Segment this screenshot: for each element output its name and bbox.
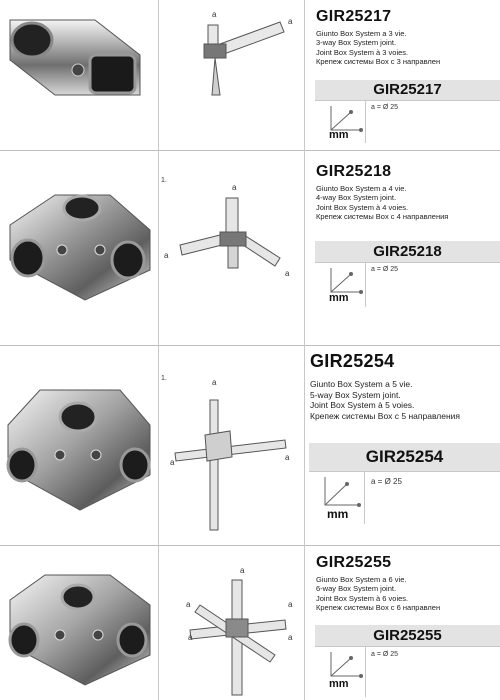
- product-description: [316, 184, 448, 222]
- unit-label: mm: [327, 507, 349, 521]
- desc-en: 4-way Box System joint.: [316, 193, 397, 203]
- technical-drawing-4way: [160, 150, 300, 345]
- desc-fr: Joint Box System à 6 voies.: [316, 593, 409, 603]
- dimension-label: a: [212, 10, 217, 19]
- technical-drawing-5way: [160, 345, 300, 545]
- product-description: [316, 29, 440, 67]
- desc-ru: Крепеж системы Box с 4 направления: [316, 212, 449, 222]
- dimension-label: a: [232, 183, 237, 192]
- desc-fr: Joint Box System à 5 voies.: [310, 400, 415, 411]
- unit-label: mm: [329, 678, 349, 690]
- desc-it: Giunto Box System a 4 vie.: [316, 184, 407, 193]
- product-description: [310, 379, 460, 422]
- product-photo-5way: [0, 345, 158, 545]
- desc-fr: Joint Box System à 4 voies.: [316, 202, 409, 212]
- footnote-marker: 1.: [161, 375, 167, 382]
- product-info: [311, 545, 500, 700]
- technical-drawing-3way: [160, 0, 300, 150]
- product-row-gir25255: [0, 545, 500, 700]
- product-code-bar: GIR25217: [315, 80, 500, 100]
- desc-ru: Крепеж системы Box с 5 направления: [310, 410, 461, 421]
- product-info: [305, 345, 500, 545]
- product-photo-6way: [0, 545, 158, 700]
- desc-it: Giunto Box System a 3 vie.: [316, 29, 407, 38]
- product-info: [311, 150, 500, 345]
- footnote-marker: 1.: [161, 177, 167, 184]
- product-row-gir25217: [0, 0, 500, 151]
- dimension-label: a: [285, 269, 290, 278]
- product-row-gir25218: [0, 150, 500, 346]
- spec-value: a = Ø 25: [371, 651, 399, 658]
- spec-value: a = Ø 25: [371, 104, 399, 111]
- desc-en: 3-way Box System joint.: [316, 38, 397, 48]
- product-code: GIR25255: [316, 554, 392, 571]
- product-code: GIR25217: [316, 8, 392, 25]
- product-row-gir25254: [0, 345, 500, 546]
- dimension-label: a: [212, 378, 217, 387]
- unit-label: mm: [329, 292, 349, 304]
- dimension-label: a: [164, 251, 169, 260]
- dimension-axes-icon: [319, 475, 363, 509]
- dimension-label: a: [288, 17, 293, 26]
- product-description: [316, 575, 440, 613]
- product-code-bar: GIR25254: [309, 443, 500, 471]
- spec-value: a = Ø 25: [371, 266, 399, 273]
- dimension-label: a: [188, 633, 193, 642]
- dimension-label: a: [240, 566, 245, 575]
- technical-drawing-6way: [160, 545, 300, 700]
- desc-ru: Крепеж системы Box с 3 направлен: [316, 57, 441, 67]
- product-code: GIR25254: [310, 351, 395, 371]
- desc-fr: Joint Box System à 3 voies.: [316, 47, 409, 57]
- dimension-label: a: [186, 600, 191, 609]
- product-info: [311, 0, 500, 150]
- product-code-bar: GIR25255: [315, 625, 500, 646]
- product-code: GIR25218: [316, 163, 392, 180]
- desc-en: 6-way Box System joint.: [316, 584, 397, 594]
- desc-ru: Крепеж системы Box с 6 направлен: [316, 603, 441, 613]
- unit-label: mm: [329, 129, 349, 141]
- product-photo-4way: [0, 150, 158, 345]
- product-photo-3way: [0, 0, 158, 150]
- dimension-label: a: [288, 600, 293, 609]
- dimension-label: a: [170, 458, 175, 467]
- desc-it: Giunto Box System a 5 vie.: [310, 379, 413, 389]
- spec-value: a = Ø 25: [371, 477, 402, 486]
- dimension-label: a: [285, 453, 290, 462]
- dimension-axes-icon: [325, 650, 365, 680]
- desc-en: 5-way Box System joint.: [310, 389, 401, 400]
- product-code-bar: GIR25218: [315, 241, 500, 262]
- desc-it: Giunto Box System a 6 vie.: [316, 575, 407, 584]
- dimension-label: a: [288, 633, 293, 642]
